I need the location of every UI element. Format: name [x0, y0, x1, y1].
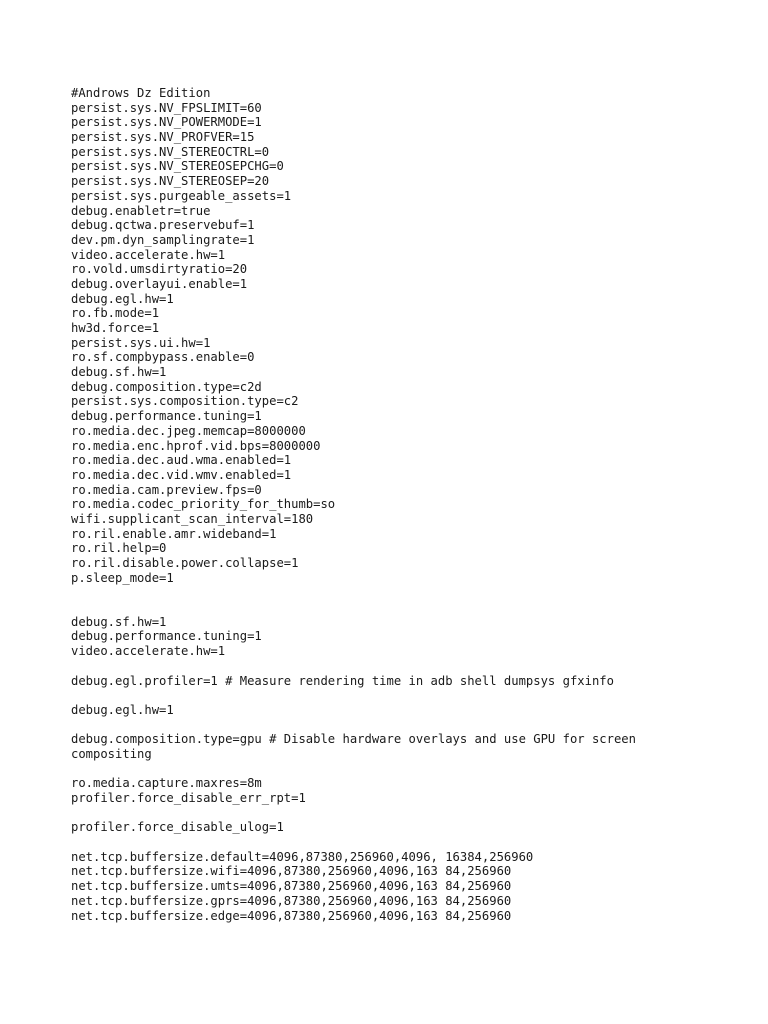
text-line: debug.composition.type=c2d [71, 379, 262, 394]
text-line: ro.ril.enable.amr.wideband=1 [71, 526, 277, 541]
text-line: ro.ril.disable.power.collapse=1 [71, 556, 299, 570]
text-line: video.accelerate.hw=1 [71, 247, 226, 262]
text-line: debug.qctwa.preservebuf=1 [71, 218, 255, 233]
text-line: ro.media.dec.aud.wma.enabled=1 [71, 453, 292, 468]
text-line: hw3d.force=1 [71, 321, 160, 335]
text-line: p.sleep_mode=1 [71, 570, 174, 585]
text-line: persist.sys.NV_STEREOSEP=20 [71, 174, 270, 189]
text-line: ro.fb.mode=1 [71, 306, 160, 321]
text-line: net.tcp.buffersize.edge=4096,87380,256960,4096,163 84,256960 [71, 908, 512, 923]
text-line: persist.sys.NV_STEREOSEPCHG=0 [71, 159, 284, 174]
blank-line [71, 659, 748, 674]
text-line: net.tcp.buffersize.default=4096,87380,256960,4096, 16384,256960 [71, 849, 534, 864]
text-line: persist.sys.purgeable_assets=1 [71, 188, 292, 203]
document-page [71, 86, 748, 923]
text-line: debug.sf.hw=1 [71, 365, 167, 380]
blank-line [71, 835, 748, 850]
text-line: ro.media.dec.jpeg.memcap=8000000 [71, 423, 306, 438]
text-line: net.tcp.buffersize.wifi=4096,87380,256960,4096,163 84,256960 [71, 864, 512, 879]
blank-line [71, 600, 748, 615]
text-line: persist.sys.ui.hw=1 [71, 335, 211, 350]
text-line: #Androws Dz Edition [71, 86, 211, 100]
text-line: compositing [71, 746, 152, 761]
text-line: debug.egl.profiler=1 # Measure rendering time in adb shell dumpsys gfxinfo [71, 673, 614, 688]
text-line: debug.enabletr=true [71, 203, 211, 218]
blank-line [71, 806, 748, 821]
text-line: debug.overlayui.enable=1 [71, 276, 248, 291]
text-line: ro.sf.compbypass.enable=0 [71, 350, 255, 365]
text-line: ro.vold.umsdirtyratio=20 [71, 262, 248, 277]
text-line: ro.media.codec_priority_for_thumb=so [71, 497, 336, 512]
text-line: profiler.force_disable_ulog=1 [71, 820, 284, 835]
text-line: debug.egl.hw=1 [71, 702, 174, 717]
blank-line [71, 718, 748, 733]
text-line: debug.performance.tuning=1 [71, 409, 262, 424]
text-line: net.tcp.buffersize.gprs=4096,87380,256960,4096,163 84,256960 [71, 893, 512, 908]
text-line: ro.media.cam.preview.fps=0 [71, 482, 262, 497]
text-line: video.accelerate.hw=1 [71, 644, 226, 659]
text-line: persist.sys.composition.type=c2 [71, 394, 299, 409]
text-line: ro.media.dec.vid.wmv.enabled=1 [71, 467, 292, 482]
text-line: persist.sys.NV_STEREOCTRL=0 [71, 144, 270, 159]
blank-line [71, 762, 748, 777]
text-line: debug.sf.hw=1 [71, 614, 167, 629]
blank-line [71, 688, 748, 703]
text-line: ro.media.capture.maxres=8m [71, 776, 262, 791]
text-line: debug.composition.type=gpu # Disable hardware overlays and use GPU for screen [71, 732, 636, 747]
text-line: persist.sys.NV_FPSLIMIT=60 [71, 100, 262, 115]
text-line: debug.egl.hw=1 [71, 291, 174, 306]
text-line: persist.sys.NV_POWERMODE=1 [71, 115, 262, 130]
blank-line [71, 585, 748, 600]
text-line: dev.pm.dyn_samplingrate=1 [71, 232, 255, 247]
text-line: persist.sys.NV_PROFVER=15 [71, 130, 255, 145]
text-line: net.tcp.buffersize.umts=4096,87380,256960,4096,163 84,256960 [71, 879, 512, 894]
text-line: wifi.supplicant_scan_interval=180 [71, 511, 314, 526]
text-line: profiler.force_disable_err_rpt=1 [71, 791, 306, 805]
text-line: ro.media.enc.hprof.vid.bps=8000000 [71, 438, 321, 453]
text-line: debug.performance.tuning=1 [71, 629, 262, 644]
text-line: ro.ril.help=0 [71, 541, 167, 556]
